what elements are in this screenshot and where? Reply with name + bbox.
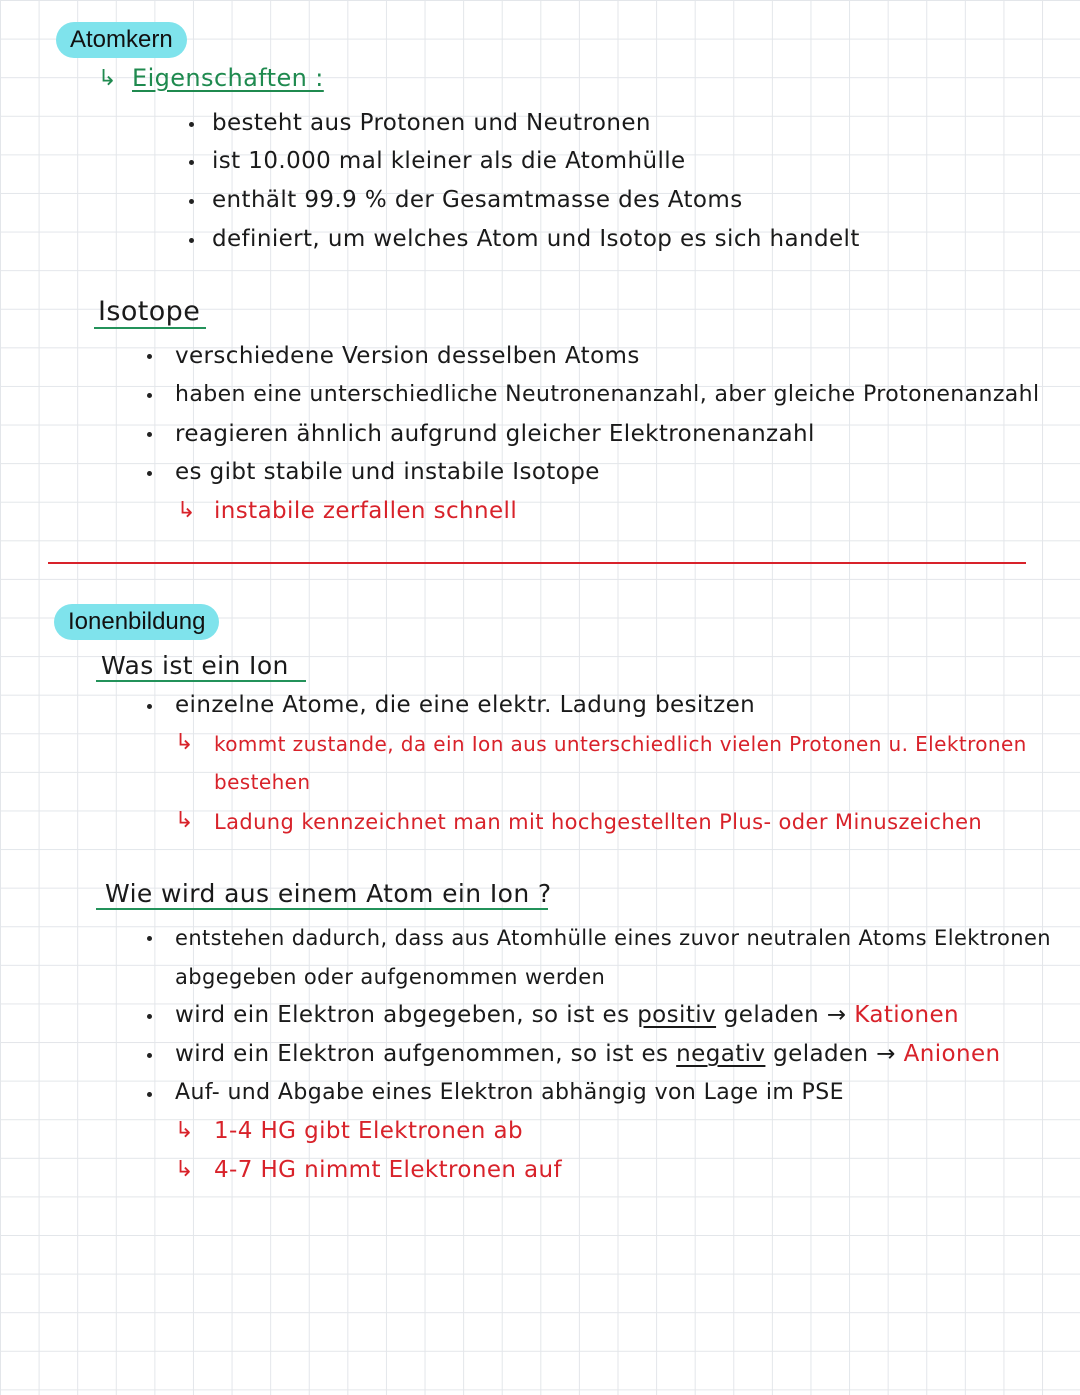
q2-note-1: 1-4 HG gibt Elektronen ab: [214, 1118, 523, 1144]
geladen-text: geladen: [723, 1002, 820, 1028]
q2-item-1a: entstehen dadurch, dass aus Atomhülle eines zuvor neutralen Atoms Elektronen: [175, 926, 1052, 950]
q2-item-4: Auf- und Abgabe eines Elektron abhängig von Lage im PSE: [175, 1080, 844, 1105]
atomkern-item-1: besteht aus Protonen und Neutronen: [212, 110, 651, 136]
bullet-icon: [147, 1092, 152, 1097]
isotope-underline: [94, 327, 206, 329]
arrow-icon: ↳: [175, 808, 194, 833]
atomkern-item-3: enthält 99.9 % der Gesamtmasse des Atoms: [212, 187, 743, 213]
q2-underline: [96, 908, 548, 910]
isotope-note: instabile zerfallen schnell: [214, 498, 518, 524]
section-divider: [48, 562, 1026, 564]
q2-item-2-text: wird ein Elektron abgegeben, so ist es: [175, 1002, 630, 1028]
wie-wird-ion-heading: Wie wird aus einem Atom ein Ion ?: [105, 879, 552, 908]
kationen-text: Kationen: [854, 1002, 960, 1028]
negativ-text: negativ: [676, 1041, 766, 1067]
bullet-icon: [189, 199, 194, 204]
arrow-icon: ↳: [175, 1118, 194, 1143]
atomkern-item-2: ist 10.000 mal kleiner als die Atomhülle: [212, 148, 686, 174]
q2-item-1b: abgegeben oder aufgenommen werden: [175, 965, 606, 989]
bullet-icon: [147, 432, 152, 437]
positiv-text: positiv: [637, 1002, 717, 1028]
isotope-item-2: haben eine unterschiedliche Neutronenanzahl, aber gleiche Protonenanzahl: [175, 382, 1040, 407]
arrow-right-icon: →: [876, 1041, 896, 1067]
isotope-item-4: es gibt stabile und instabile Isotope: [175, 459, 600, 485]
ionenbildung-heading: Ionenbildung: [54, 604, 219, 640]
anionen-text: Anionen: [903, 1041, 1001, 1067]
arrow-icon: ↳: [175, 1157, 194, 1182]
isotope-item-1: verschiedene Version desselben Atoms: [175, 343, 640, 369]
geladen-text: geladen: [773, 1041, 869, 1067]
bullet-icon: [147, 704, 152, 709]
ion-note-1a: kommt zustande, da ein Ion aus unterschiedlich vielen Protonen u. Elektronen: [214, 732, 1027, 756]
bullet-icon: [189, 122, 194, 127]
arrow-icon: ↳: [175, 730, 194, 755]
q1-underline: [96, 680, 306, 682]
arrow-icon: ↳: [98, 66, 117, 91]
atomkern-heading: Atomkern: [56, 22, 187, 58]
bullet-icon: [147, 1053, 152, 1058]
bullet-icon: [147, 936, 152, 941]
bullet-icon: [189, 238, 194, 243]
eigenschaften-subheading: Eigenschaften :: [132, 64, 324, 92]
q2-item-3: [175, 1041, 1001, 1067]
q2-item-2: [175, 1002, 959, 1028]
q2-note-2: 4-7 HG nimmt Elektronen auf: [214, 1157, 563, 1183]
was-ist-ein-ion-heading: Was ist ein Ion: [101, 651, 289, 680]
arrow-icon: ↳: [177, 498, 196, 523]
q2-item-3-text: wird ein Elektron aufgenommen, so ist es: [175, 1041, 669, 1067]
arrow-right-icon: →: [826, 1002, 847, 1028]
isotope-item-3: reagieren ähnlich aufgrund gleicher Elektronenanzahl: [175, 421, 815, 447]
ion-note-2: Ladung kennzeichnet man mit hochgestellten Plus- oder Minuszeichen: [214, 810, 983, 834]
bullet-icon: [189, 160, 194, 165]
ion-definition: einzelne Atome, die eine elektr. Ladung besitzen: [175, 692, 756, 718]
isotope-heading: Isotope: [98, 296, 201, 327]
bullet-icon: [147, 1014, 152, 1019]
bullet-icon: [147, 471, 152, 476]
bullet-icon: [147, 354, 152, 359]
bullet-icon: [147, 393, 152, 398]
ion-note-1b: bestehen: [214, 770, 311, 794]
atomkern-item-4: definiert, um welches Atom und Isotop es sich handelt: [212, 226, 860, 252]
